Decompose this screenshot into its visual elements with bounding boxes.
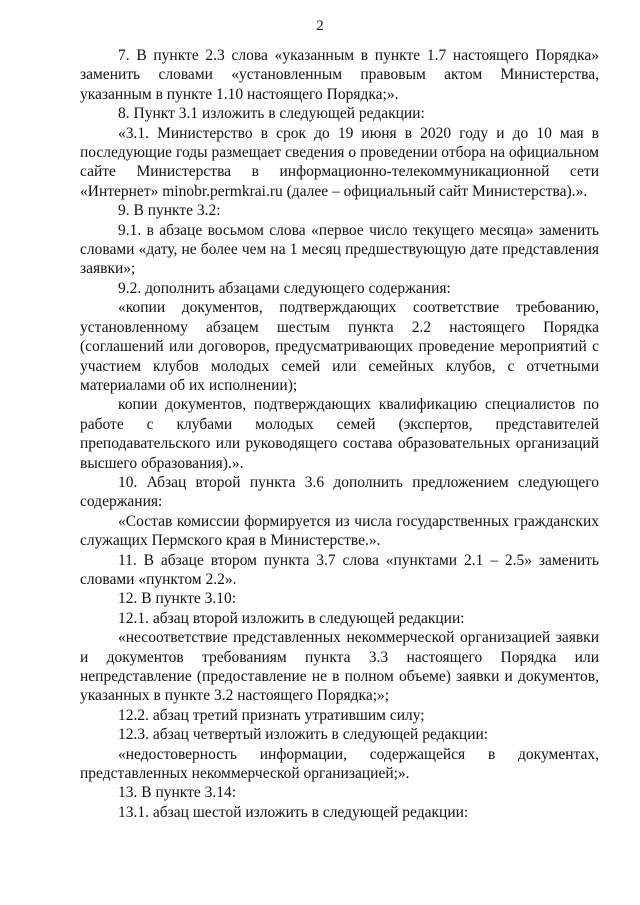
paragraph-12-3: 12.3. абзац четвертый изложить в следующей редакции: (118, 726, 489, 744)
paragraph-9: 9. В пункте 3.2: (118, 202, 221, 220)
paragraph-copies-1: «копии документов, подтверждающих соответствие требованию, установленному абзацем шестым пункта 2.2 настоящего Порядка (соглашений или договоров, предусматривающих проведение мероприятий с участием клубов молодых семей или семейных клубов, с отчетными материалами об их исполнении); (80, 299, 599, 394)
paragraph-9-2: 9.2. дополнить абзацами следующего содержания: (118, 279, 451, 297)
paragraph-12: 12. В пункте 3.10: (118, 590, 237, 608)
paragraph-unreliability-quote: «недостоверность информации, содержащейся в документах, представленных некоммерческой организацией;». (80, 745, 599, 783)
paragraph-copies-2: копии документов, подтверждающих квалификацию специалистов по работе с клубами молодых семей (экспертов, представителей преподавательского или руководящего состава образовательных организаций высшего образования).». (80, 396, 599, 472)
paragraph-13: 13. В пункте 3.14: (118, 784, 237, 802)
paragraph-13-1: 13.1. абзац шестой изложить в следующей редакции: (118, 803, 469, 821)
paragraph-7: 7. В пункте 2.3 слова «указанным в пункте 1.7 настоящего Порядка» заменить словами «установленным правовым актом Министерства, указанным в пункте 1.10 настоящего Порядка;». (80, 47, 599, 103)
paragraph-commission-quote: «Состав комиссии формируется из числа государственных гражданских служащих Пермского края в Министерстве.». (80, 512, 599, 550)
paragraph-12-1: 12.1. абзац второй изложить в следующей редакции: (118, 609, 465, 627)
paragraph-12-2: 12.2. абзац третий признать утратившим силу; (118, 706, 425, 724)
paragraph-8: 8. Пункт 3.1 изложить в следующей редакции: (118, 105, 425, 123)
paragraph-11: 11. В абзаце втором пункта 3.7 слова «пунктами 2.1 – 2.5» заменить словами «пунктом 2.2». (80, 551, 599, 588)
page-number: 2 (316, 18, 324, 34)
paragraph-3-1-quote: «3.1. Министерство в срок до 19 июня в 2020 году и до 10 мая в последующие годы размещает сведения о проведении отбора на официальном сайте Министерства в информационно-телекоммуникационной сети «Интернет» minobr.permkrai.ru (далее – официальный сайт Министерства).». (80, 124, 599, 200)
paragraph-nonconformity-quote: «несоответствие представленных некоммерческой организацией заявки и документов требованиям пункта 3.3 настоящего Порядка или непредставление (предоставление не в полном объеме) заявки и документов, указанных в пункте 3.2 настоящего Порядка;»; (80, 629, 599, 705)
paragraph-10: 10. Абзац второй пункта 3.6 дополнить предложением следующего содержания: (80, 473, 599, 511)
paragraph-9-1: 9.1. в абзаце восьмом слова «первое число текущего месяца» заменить словами «дату, не более чем на 1 месяц предшествующую дате представления заявки»; (80, 221, 599, 278)
document-body (80, 46, 599, 822)
